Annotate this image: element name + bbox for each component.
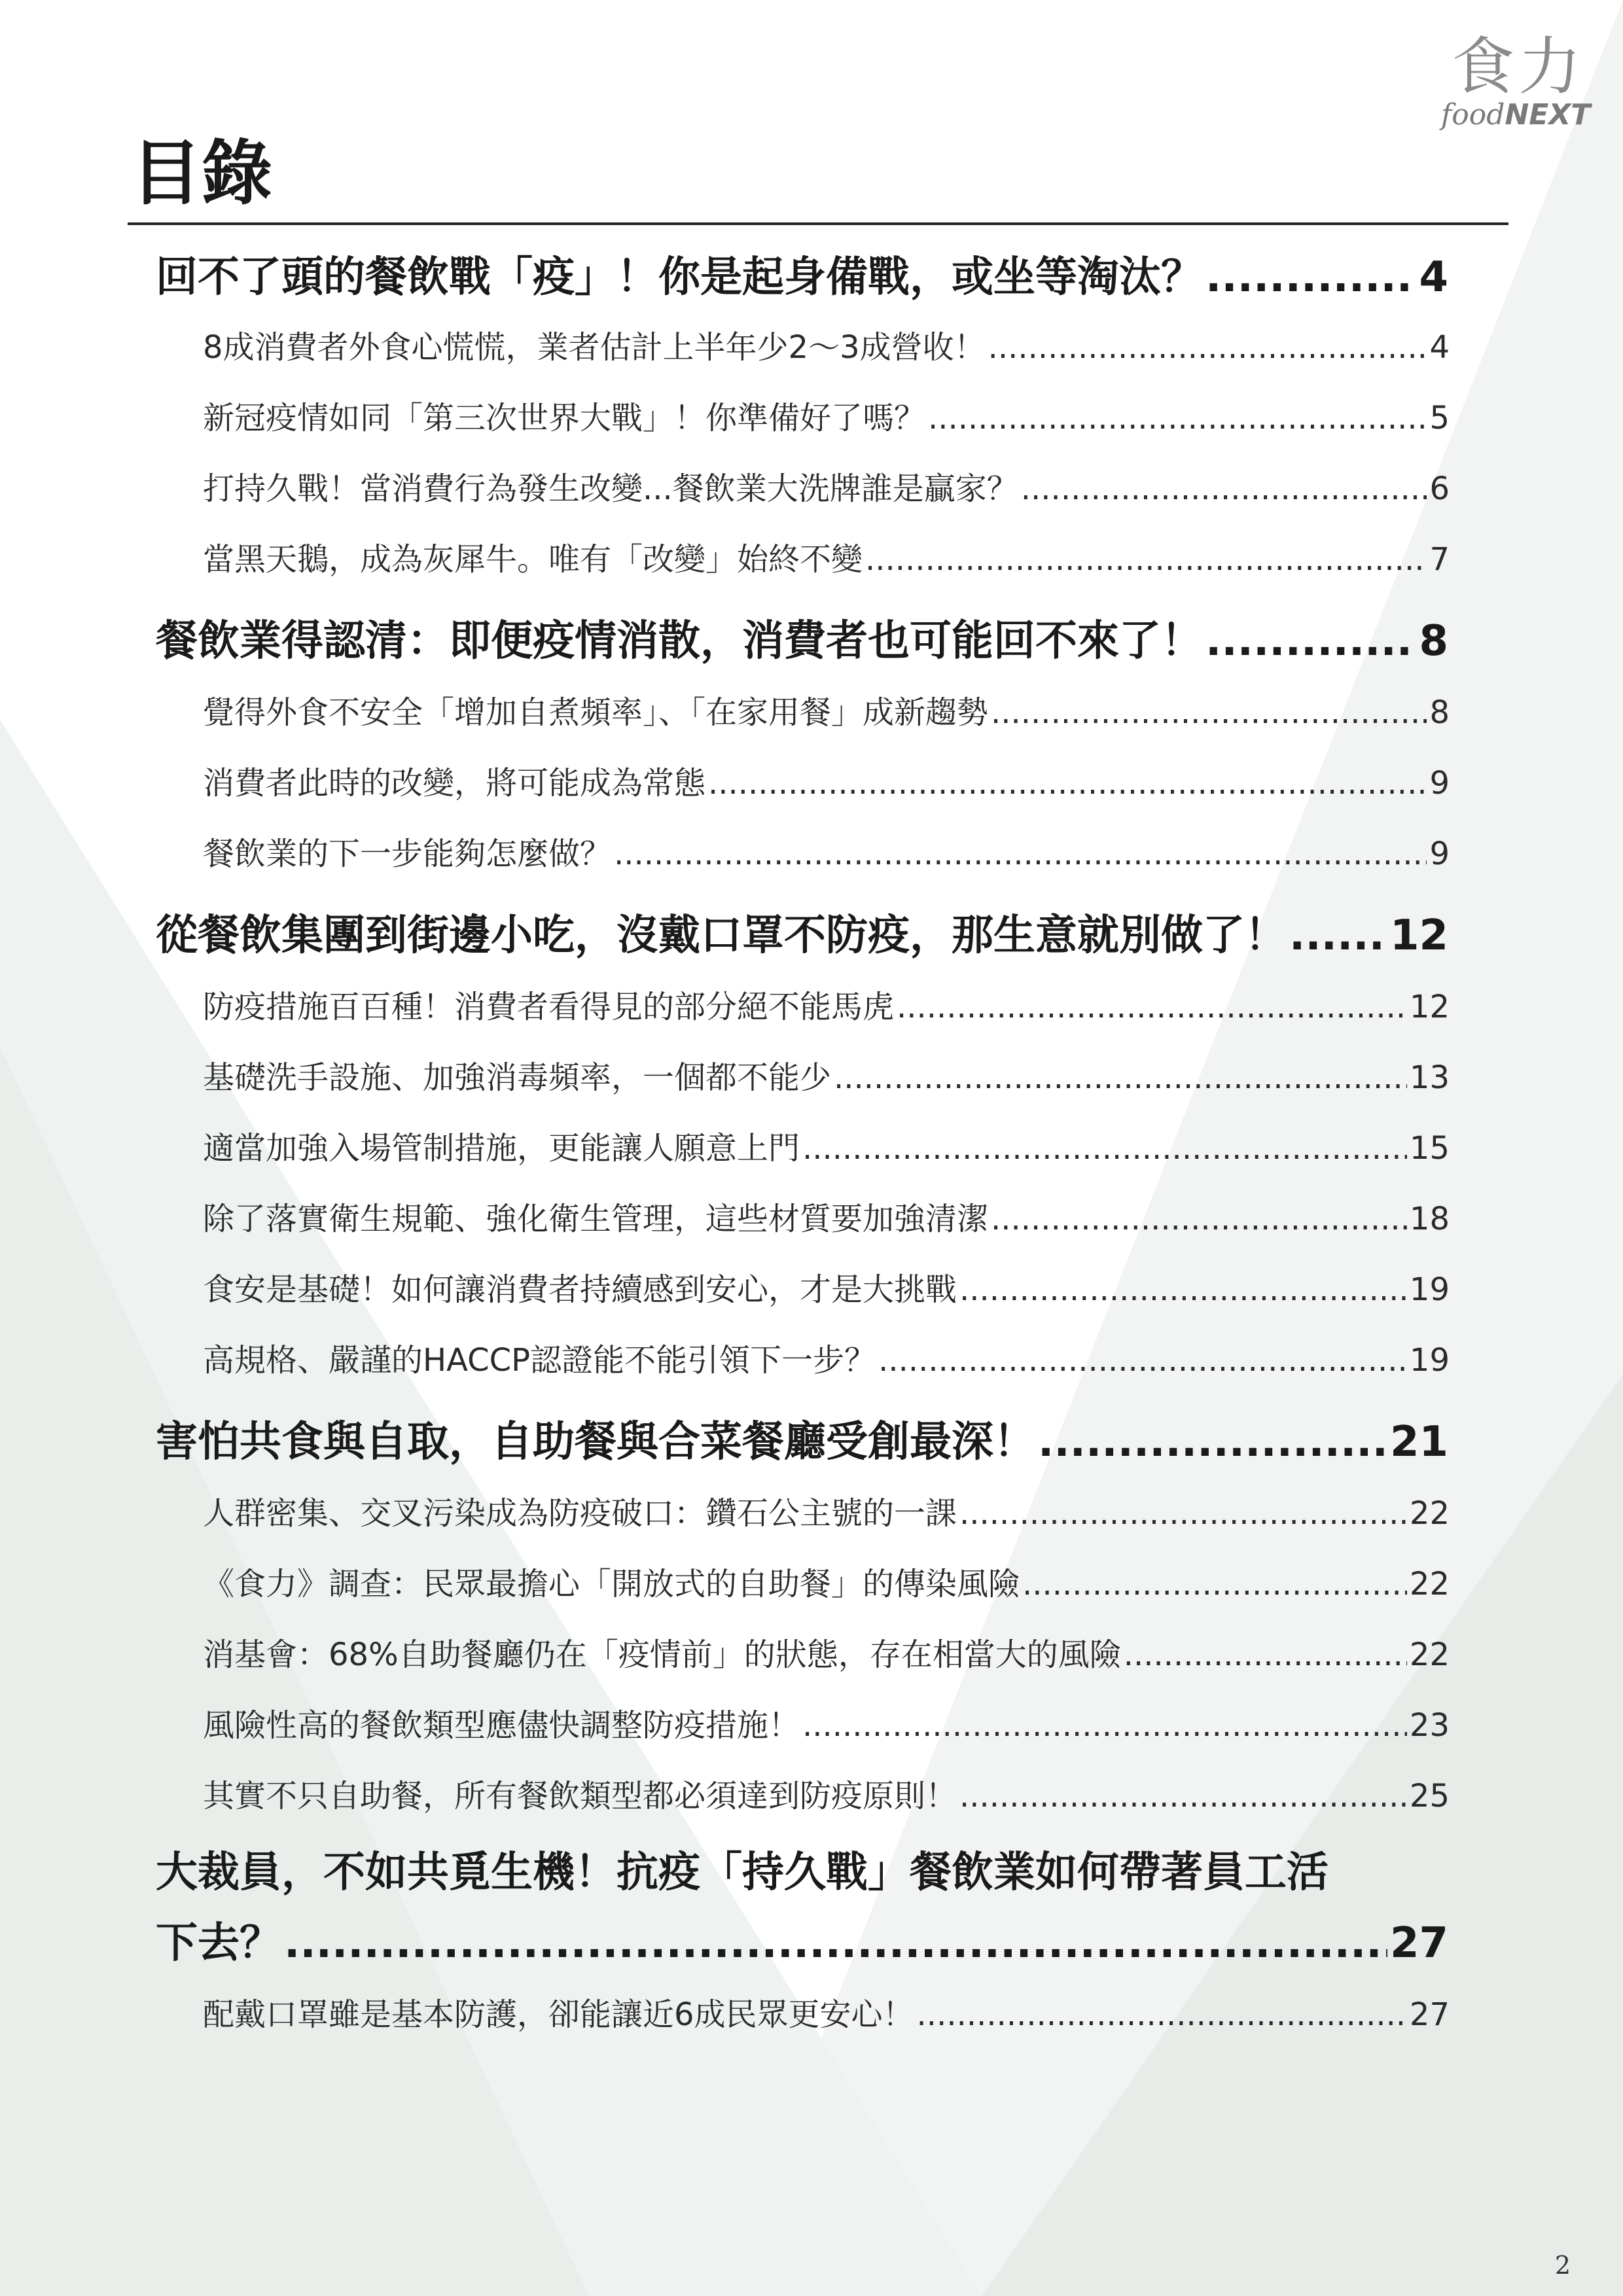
page-number: 2 (1554, 2251, 1571, 2280)
toc-entry[interactable]: 回不了頭的餐飲戰「疫」！你是起身備戰，或坐等淘汰？ ..... 4 (156, 243, 1448, 309)
toc-entry[interactable]: 食安是基礎！如何讓消費者持續感到安心，才是大挑戰 ..... 19 (203, 1264, 1450, 1316)
toc-entry[interactable]: 8成消費者外食心慌慌，業者估計上半年少2～3成營收！ ..... 4 (203, 322, 1450, 374)
toc-entry[interactable]: 風險性高的餐飲類型應儘快調整防疫措施！ ..... 23 (203, 1700, 1450, 1752)
toc-entry[interactable]: 基礎洗手設施、加強消毒頻率，一個都不能少 ..... 13 (203, 1052, 1450, 1104)
toc-entry[interactable]: 消費者此時的改變，將可能成為常態 ..... 9 (203, 758, 1450, 810)
toc-entry[interactable]: 覺得外食不安全「增加自煮頻率」、「在家用餐」成新趨勢 ..... 8 (203, 687, 1450, 739)
toc-entry[interactable]: 除了落實衛生規範、強化衛生管理，這些材質要加強清潔 ..... 18 (203, 1193, 1450, 1246)
toc-entry[interactable]: 適當加強入場管制措施，更能讓人願意上門 ..... 15 (203, 1123, 1450, 1175)
toc-entry[interactable]: 害怕共食與自取，自助餐與合菜餐廳受創最深！ ..... 21 (156, 1408, 1448, 1474)
logo-sub-bold: NEXT (1505, 98, 1591, 132)
toc-entry[interactable]: 其實不只自助餐，所有餐飲類型都必須達到防疫原則！ ..... 25 (203, 1771, 1450, 1823)
toc-entry[interactable]: 高規格、嚴謹的HACCP認證能不能引領下一步？ ..... 19 (203, 1335, 1450, 1387)
toc-entry[interactable]: 餐飲業得認清：即便疫情消散，消費者也可能回不來了！ ..... 8 (156, 607, 1448, 673)
logo-sub-prefix: food (1441, 98, 1505, 132)
toc-entry[interactable]: 人群密集、交叉污染成為防疫破口：鑽石公主號的一課 ..... 22 (203, 1488, 1450, 1540)
toc-entry[interactable]: 下去？ ..... 27 (156, 1909, 1448, 1975)
toc-entry[interactable]: 餐飲業的下一步能夠怎麼做？ ..... 9 (203, 828, 1450, 881)
page-title: 目錄 (131, 132, 273, 215)
toc-entry[interactable]: 從餐飲集團到街邊小吃，沒戴口罩不防疫，那生意就別做了！ ..... 12 (156, 902, 1448, 967)
logo-mark: 食力 (1452, 30, 1585, 103)
toc-entry[interactable]: 新冠疫情如同「第三次世界大戰」！你準備好了嗎？ ..... 5 (203, 393, 1450, 445)
toc-entry[interactable]: 當黑天鵝，成為灰犀牛。唯有「改變」始終不變 ..... 7 (203, 534, 1450, 586)
toc-entry[interactable]: 防疫措施百百種！消費者看得見的部分絕不能馬虎 ..... 12 (203, 981, 1450, 1034)
toc-entry-line1[interactable]: 大裁員，不如共覓生機！抗疫「持久戰」餐飲業如何帶著員工活 (156, 1848, 1329, 1897)
toc-entry[interactable]: 消基會：68%自助餐廳仍在「疫情前」的狀態，存在相當大的風險 ..... 22 (203, 1629, 1450, 1682)
toc-entry[interactable]: 打持久戰！當消費行為發生改變...餐飲業大洗牌誰是贏家？ ..... 6 (203, 463, 1450, 516)
toc-entry[interactable]: 《食力》調查：民眾最擔心「開放式的自助餐」的傳染風險 ..... 22 (203, 1559, 1450, 1611)
toc-entry[interactable]: 配戴口罩雖是基本防護，卻能讓近6成民眾更安心！ ..... 27 (203, 1989, 1450, 2041)
